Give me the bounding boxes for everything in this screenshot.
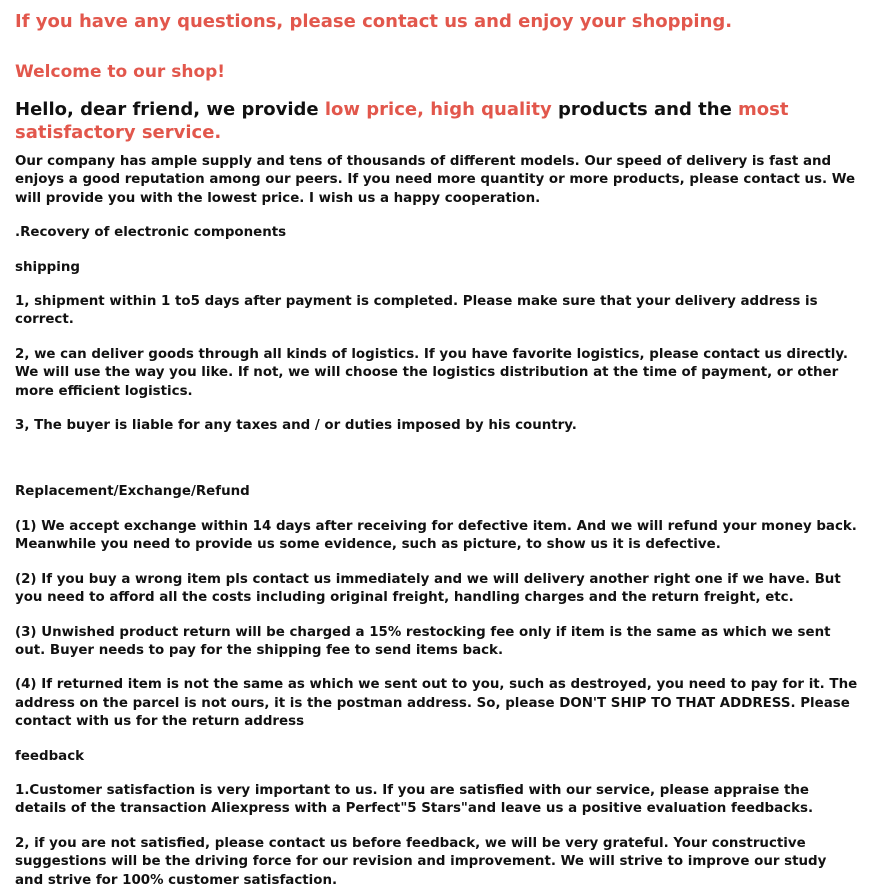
hello-heading [15,98,859,144]
contact-notice: If you have any questions, please contact us and enjoy your shopping. [15,11,733,32]
feedback-item-2: 2, if you are not satisfied, please contact us before feedback, we will be very grateful. Your constructive suggestions will be the driving force for our revision and improvement. We will strive to improve our study and strive for 100% customer satisfaction. [15,835,827,888]
shipping-item-1: 1, shipment within 1 to5 days after payment is completed. Please make sure that your delivery address is correct. [15,294,818,328]
shipping-item-3: 3, The buyer is liable for any taxes and / or duties imposed by his country. [15,418,577,434]
company-intro: Our company has ample supply and tens of thousands of different models. Our speed of delivery is fast and enjoys a good reputation among our peers. If you need more quantity or more products, please contact us. We will provide you with the lowest price. I wish us a happy cooperation. [15,154,856,206]
refund-item-3: (3) Unwished product return will be charged a 15% restocking fee only if item is the same as which we sent out. Buyer needs to pay for the shipping fee to send items back. [15,624,831,658]
hello-text-1: Hello, dear friend, we provide [15,99,325,120]
recovery-line: .Recovery of electronic components [15,225,287,241]
hello-accent-2: most satisfactory service. [15,99,789,143]
refund-item-1: (1) We accept exchange within 14 days after receiving for defective item. And we will refund your money back. Meanwhile you need to provide us some evidence, such as picture, to show us it is defective. [15,518,857,553]
refund-item-2: (2) If you buy a wrong item pls contact us immediately and we will delivery another right one if we have. But you need to afford all the costs including original freight, handling charges and the return freight, etc. [15,571,841,606]
refund-heading: Replacement/Exchange/Refund [15,484,250,500]
feedback-heading: feedback [15,748,85,764]
welcome-heading: Welcome to our shop! [15,62,226,82]
hello-accent-1: low price, high quality [324,99,552,120]
shipping-item-2: 2, we can deliver goods through all kinds of logistics. If you have favorite logistics, please contact us directly. We will use the way you like. If not, we will choose the logistics distribution at the time of payment, or other more efficient logistics. [15,346,848,399]
shipping-heading: shipping [15,259,80,275]
refund-item-4: (4) If returned item is not the same as which we sent out to you, such as destroyed, you need to pay for it. The address on the parcel is not ours, it is the postman address. So, please DON'T SHIP TO THAT ADDRESS. Please contact with us for the return address [15,677,858,730]
feedback-item-1: 1.Customer satisfaction is very important to us. If you are satisfied with our service, please appraise the details of the transaction Aliexpress with a Perfect"5 Stars"and leave us a positive evaluation feedbacks. [15,782,814,817]
hello-text-2: products and the [551,99,739,120]
